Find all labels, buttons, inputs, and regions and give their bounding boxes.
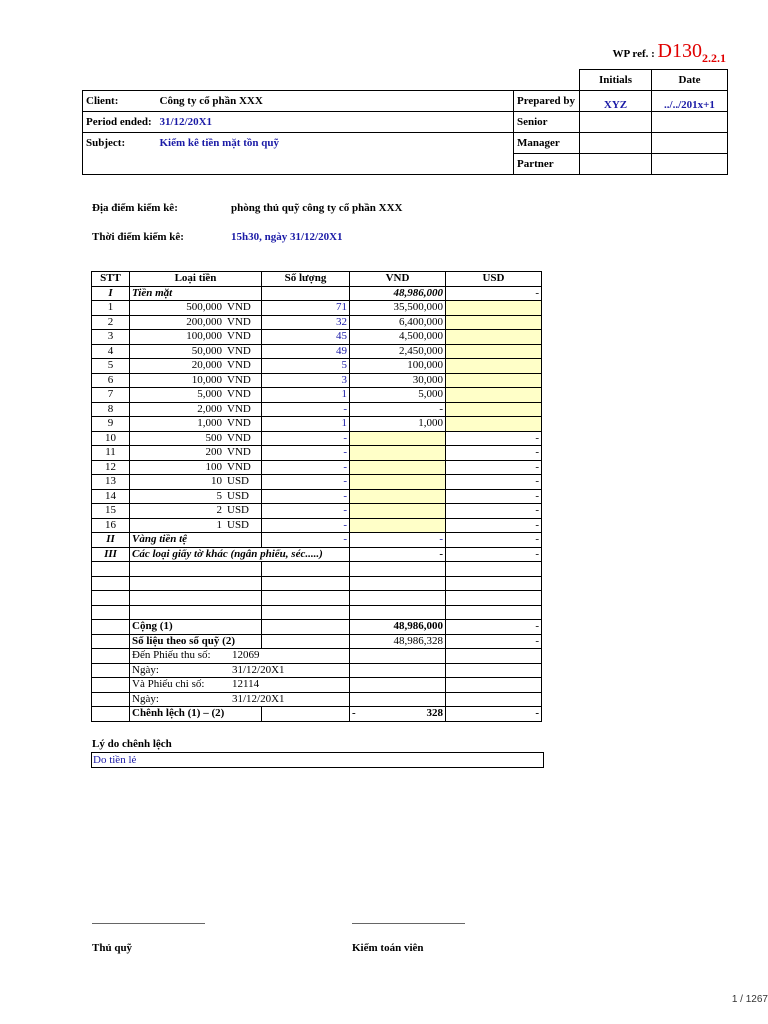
section-vnd: 48,986,000 — [350, 286, 446, 301]
date-header: Date — [652, 70, 728, 91]
row-denomination — [130, 460, 262, 475]
denomination-unit: VND — [227, 460, 251, 473]
row-denomination — [130, 431, 262, 446]
receipt-date-row — [92, 663, 542, 678]
denomination-value: 200,000 — [186, 315, 222, 328]
row-vnd — [350, 504, 446, 519]
signature-auditor: Kiểm toán viên — [352, 942, 424, 954]
payment-label: Và Phiếu chi số: — [132, 678, 205, 691]
row-denomination — [130, 330, 262, 345]
table-row — [92, 518, 542, 533]
row-no: 4 — [92, 344, 130, 359]
client-label: Client: — [83, 91, 157, 112]
page-number: 1 / 1267 — [731, 994, 768, 1005]
section-usd: - — [446, 286, 542, 301]
section-vnd: - — [350, 533, 446, 548]
denomination-unit: USD — [227, 489, 250, 502]
denomination-unit: VND — [227, 373, 251, 386]
table-row — [92, 359, 542, 374]
section-no: I — [92, 286, 130, 301]
difference-sign: - — [352, 707, 356, 720]
row-denomination — [130, 359, 262, 374]
table-row — [92, 373, 542, 388]
row-vnd: 100,000 — [350, 359, 446, 374]
table-row — [92, 344, 542, 359]
row-qty: 3 — [262, 373, 350, 388]
table-row — [92, 431, 542, 446]
book-vnd: 48,986,328 — [350, 634, 446, 649]
row-qty: 45 — [262, 330, 350, 345]
table-row — [92, 475, 542, 490]
denomination-value: 500,000 — [186, 301, 222, 314]
row-no: 14 — [92, 489, 130, 504]
receipt-row — [92, 649, 542, 664]
section-vnd: - — [350, 547, 446, 562]
row-no: 2 — [92, 315, 130, 330]
blank-row — [92, 591, 542, 606]
receipt-date: 31/12/20X1 — [232, 663, 285, 676]
section-usd: - — [446, 533, 542, 548]
total-vnd: 48,986,000 — [350, 620, 446, 635]
row-usd — [446, 373, 542, 388]
row-usd — [446, 388, 542, 403]
row-vnd — [350, 446, 446, 461]
section-usd: - — [446, 547, 542, 562]
col-header-usd: USD — [446, 272, 542, 287]
row-vnd: - — [350, 402, 446, 417]
row-usd — [446, 402, 542, 417]
denomination-value: 20,000 — [191, 359, 222, 372]
header-grid — [82, 69, 728, 175]
blank-row — [92, 605, 542, 620]
row-no: 16 — [92, 518, 130, 533]
row-qty: 49 — [262, 344, 350, 359]
denomination-unit: VND — [227, 344, 251, 357]
payment-row — [92, 678, 542, 693]
denomination-unit: VND — [227, 330, 251, 343]
row-no: 6 — [92, 373, 130, 388]
cash-count-table — [91, 271, 542, 722]
denomination-value: 50,000 — [191, 344, 222, 357]
row-usd: - — [446, 460, 542, 475]
signature-line-left — [92, 923, 205, 924]
denomination-unit: USD — [227, 475, 250, 488]
partner-initials — [580, 154, 652, 175]
denomination-unit: USD — [227, 504, 250, 517]
manager-label: Manager — [514, 133, 580, 154]
row-qty: - — [262, 431, 350, 446]
denomination-value: 10 — [211, 475, 222, 488]
book-usd: - — [446, 634, 542, 649]
row-vnd — [350, 475, 446, 490]
row-denomination — [130, 402, 262, 417]
row-vnd: 2,450,000 — [350, 344, 446, 359]
payment-date-row — [92, 692, 542, 707]
denomination-unit: VND — [227, 402, 251, 415]
row-qty: - — [262, 446, 350, 461]
location-label: Địa điểm kiểm kê: — [92, 202, 178, 214]
denomination-value: 1,000 — [197, 417, 222, 430]
total-usd: - — [446, 620, 542, 635]
signature-cashier: Thủ quỹ — [92, 942, 133, 954]
manager-date — [652, 133, 728, 154]
table-row — [92, 388, 542, 403]
difference-row — [92, 707, 542, 722]
signature-line-right — [352, 923, 465, 924]
denomination-value: 200 — [205, 446, 222, 459]
section-label: Vàng tiền tệ — [130, 533, 262, 548]
section-gold-row — [92, 533, 542, 548]
reason-label: Lý do chênh lệch — [92, 738, 172, 750]
time-label: Thời điểm kiểm kê: — [92, 231, 184, 243]
denomination-value: 10,000 — [191, 373, 222, 386]
row-qty: 71 — [262, 301, 350, 316]
table-row — [92, 460, 542, 475]
receipt-no: 12069 — [232, 649, 260, 662]
row-no: 10 — [92, 431, 130, 446]
denomination-value: 5 — [216, 489, 222, 502]
row-vnd — [350, 431, 446, 446]
row-denomination — [130, 344, 262, 359]
table-row — [92, 446, 542, 461]
book-label: Số liệu theo sổ quỹ (2) — [130, 634, 262, 649]
row-qty: - — [262, 518, 350, 533]
location-value: phòng thủ quỹ công ty cổ phần XXX — [231, 202, 403, 214]
row-usd: - — [446, 475, 542, 490]
denomination-unit: VND — [227, 315, 251, 328]
col-header-vnd: VND — [350, 272, 446, 287]
receipt-label: Đến Phiếu thu số: — [132, 649, 211, 662]
denomination-value: 100 — [205, 460, 222, 473]
blank-row — [92, 562, 542, 577]
row-vnd: 35,500,000 — [350, 301, 446, 316]
col-header-qty: Số lượng — [262, 272, 350, 287]
section-no: II — [92, 533, 130, 548]
partner-label: Partner — [514, 154, 580, 175]
row-usd: - — [446, 489, 542, 504]
row-vnd: 4,500,000 — [350, 330, 446, 345]
row-vnd — [350, 489, 446, 504]
table-row — [92, 315, 542, 330]
row-usd — [446, 359, 542, 374]
row-denomination — [130, 417, 262, 432]
senior-date — [652, 112, 728, 133]
total-row — [92, 620, 542, 635]
row-no: 3 — [92, 330, 130, 345]
wp-ref-code: D130 — [657, 40, 702, 62]
row-usd — [446, 301, 542, 316]
section-label: Tiền mặt — [130, 286, 262, 301]
row-no: 1 — [92, 301, 130, 316]
row-qty: - — [262, 402, 350, 417]
col-header-stt: STT — [92, 272, 130, 287]
partner-date — [652, 154, 728, 175]
section-no: III — [92, 547, 130, 562]
row-vnd — [350, 518, 446, 533]
row-vnd: 5,000 — [350, 388, 446, 403]
reason-value: Do tiền lẻ — [91, 752, 544, 768]
initials-header: Initials — [580, 70, 652, 91]
client-value: Công ty cổ phần XXX — [157, 91, 514, 112]
row-qty: - — [262, 504, 350, 519]
denomination-value: 100,000 — [186, 330, 222, 343]
denomination-unit: VND — [227, 446, 251, 459]
row-usd — [446, 330, 542, 345]
table-row — [92, 402, 542, 417]
subject-label: Subject: — [83, 133, 157, 154]
time-value: 15h30, ngày 31/12/20X1 — [231, 231, 343, 243]
book-row — [92, 634, 542, 649]
difference-vnd: 328 — [426, 707, 443, 720]
manager-initials — [580, 133, 652, 154]
row-no: 9 — [92, 417, 130, 432]
difference-usd: - — [446, 707, 542, 722]
row-no: 15 — [92, 504, 130, 519]
prepared-initials: XYZ — [580, 91, 652, 112]
senior-label: Senior — [514, 112, 580, 133]
denomination-unit: VND — [227, 417, 251, 430]
denomination-value: 2,000 — [197, 402, 222, 415]
row-no: 5 — [92, 359, 130, 374]
row-no: 7 — [92, 388, 130, 403]
table-header-row — [92, 272, 542, 287]
prepared-by-label: Prepared by — [514, 91, 580, 112]
row-usd — [446, 315, 542, 330]
section-label: Các loại giấy tờ khác (ngân phiếu, séc.....) — [130, 547, 350, 562]
wp-ref-label: WP ref. : — [612, 48, 655, 60]
row-vnd: 30,000 — [350, 373, 446, 388]
prepared-date: ../../201x+1 — [652, 91, 728, 112]
denomination-unit: VND — [227, 301, 251, 314]
denomination-unit: VND — [227, 359, 251, 372]
denomination-unit: VND — [227, 431, 251, 444]
row-no: 13 — [92, 475, 130, 490]
row-vnd: 1,000 — [350, 417, 446, 432]
section-cash-row — [92, 286, 542, 301]
period-label: Period ended: — [83, 112, 157, 133]
row-denomination — [130, 373, 262, 388]
row-qty: 5 — [262, 359, 350, 374]
row-no: 12 — [92, 460, 130, 475]
subject-value: Kiểm kê tiền mặt tồn quỹ — [157, 133, 514, 154]
row-qty: - — [262, 460, 350, 475]
table-row — [92, 301, 542, 316]
row-usd: - — [446, 446, 542, 461]
payment-date-label: Ngày: — [132, 692, 159, 705]
col-header-type: Loại tiền — [130, 272, 262, 287]
section-other-row — [92, 547, 542, 562]
row-no: 8 — [92, 402, 130, 417]
row-denomination — [130, 489, 262, 504]
row-denomination — [130, 518, 262, 533]
difference-label: Chênh lệch (1) – (2) — [130, 707, 262, 722]
row-usd: - — [446, 518, 542, 533]
receipt-date-label: Ngày: — [132, 663, 159, 676]
row-qty: 32 — [262, 315, 350, 330]
denomination-value: 500 — [205, 431, 222, 444]
row-denomination — [130, 301, 262, 316]
table-row — [92, 330, 542, 345]
denomination-unit: VND — [227, 388, 251, 401]
period-value: 31/12/20X1 — [157, 112, 514, 133]
denomination-value: 5,000 — [197, 388, 222, 401]
row-qty: - — [262, 475, 350, 490]
wp-reference — [560, 40, 726, 66]
row-denomination — [130, 475, 262, 490]
row-denomination — [130, 504, 262, 519]
row-denomination — [130, 388, 262, 403]
table-row — [92, 504, 542, 519]
row-usd: - — [446, 504, 542, 519]
row-denomination — [130, 315, 262, 330]
table-row — [92, 417, 542, 432]
payment-date: 31/12/20X1 — [232, 692, 285, 705]
row-usd — [446, 417, 542, 432]
row-qty: 1 — [262, 417, 350, 432]
denomination-unit: USD — [227, 518, 250, 531]
blank-row — [92, 576, 542, 591]
total-label: Cộng (1) — [130, 620, 262, 635]
row-qty: - — [262, 489, 350, 504]
row-usd: - — [446, 431, 542, 446]
section-qty: - — [262, 533, 350, 548]
denomination-value: 1 — [216, 518, 222, 531]
row-usd — [446, 344, 542, 359]
row-vnd: 6,400,000 — [350, 315, 446, 330]
payment-no: 12114 — [232, 678, 260, 691]
table-row — [92, 489, 542, 504]
denomination-value: 2 — [216, 504, 222, 517]
wp-ref-sub: 2.2.1 — [702, 51, 726, 65]
row-denomination — [130, 446, 262, 461]
row-vnd — [350, 460, 446, 475]
row-no: 11 — [92, 446, 130, 461]
row-qty: 1 — [262, 388, 350, 403]
denomination-rows — [92, 301, 542, 533]
senior-initials — [580, 112, 652, 133]
